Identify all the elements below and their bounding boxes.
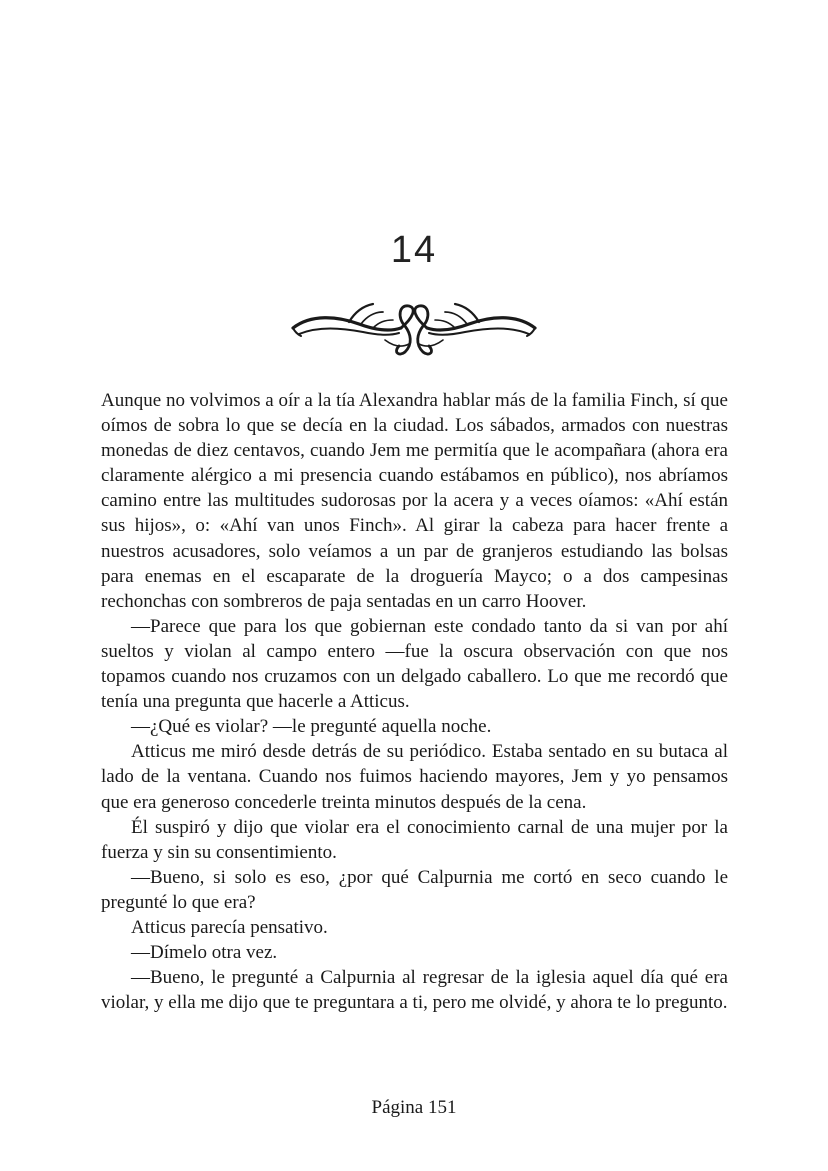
chapter-number: 14: [390, 229, 438, 271]
paragraph: Aunque no volvimos a oír a la tía Alexandra hablar más de la familia Finch, sí que oímos de sobra lo que se decía en la ciudad. Los sábados, armados con nuestras monedas de diez centavos, cuando Jem me permitía que le acompañara (ahora era claramente alérgico a mi presencia cuando estábamos en público), nos abríamos camino entre las multitudes sudorosas por la acera y a veces oíamos: «Ahí están sus hijos», o: «Ahí van unos Finch». Al girar la cabeza para hacer frente a nuestros acusadores, solo veíamos a un par de granjeros estudiando las bolsas para enemas en el escaparate de la droguería Mayco; o a dos campesinas rechonchas con sombreros de paja sentadas en un carro Hoover.: [101, 390, 728, 612]
paragraph: —Dímelo otra vez.: [131, 942, 278, 964]
page-number: Página 151: [371, 1097, 457, 1118]
flourish-ornament-icon: [289, 300, 539, 360]
paragraph: —Parece que para los que gobiernan este condado tanto da si van por ahí sueltos y violan al campo entero —fue la oscura observación con que nos topamos cuando nos cruzamos con un delgado caballero. Lo que me recordó que tenía una pregunta que hacerle a Atticus.: [101, 615, 728, 713]
paragraph: Él suspiró y dijo que violar era el conocimiento carnal de una mujer por la fuerza y sin su consentimiento.: [101, 816, 728, 863]
paragraph: Atticus parecía pensativo.: [131, 916, 328, 938]
paragraph: —Bueno, le pregunté a Calpurnia al regresar de la iglesia aquel día qué era violar, y ella me dijo que te preguntara a ti, pero me olvidé, y ahora te lo pregunto.: [101, 967, 728, 1014]
chapter-body-text: [101, 388, 728, 1015]
paragraph: —Bueno, si solo es eso, ¿por qué Calpurnia me cortó en seco cuando le pregunté lo que era?: [101, 866, 728, 913]
paragraph: —¿Qué es violar? —le pregunté aquella noche.: [131, 716, 492, 738]
paragraph: Atticus me miró desde detrás de su periódico. Estaba sentado en su butaca al lado de la ventana. Cuando nos fuimos haciendo mayores, Jem y yo pensamos que era generoso concederle treinta minutos después de la cena.: [101, 741, 728, 813]
